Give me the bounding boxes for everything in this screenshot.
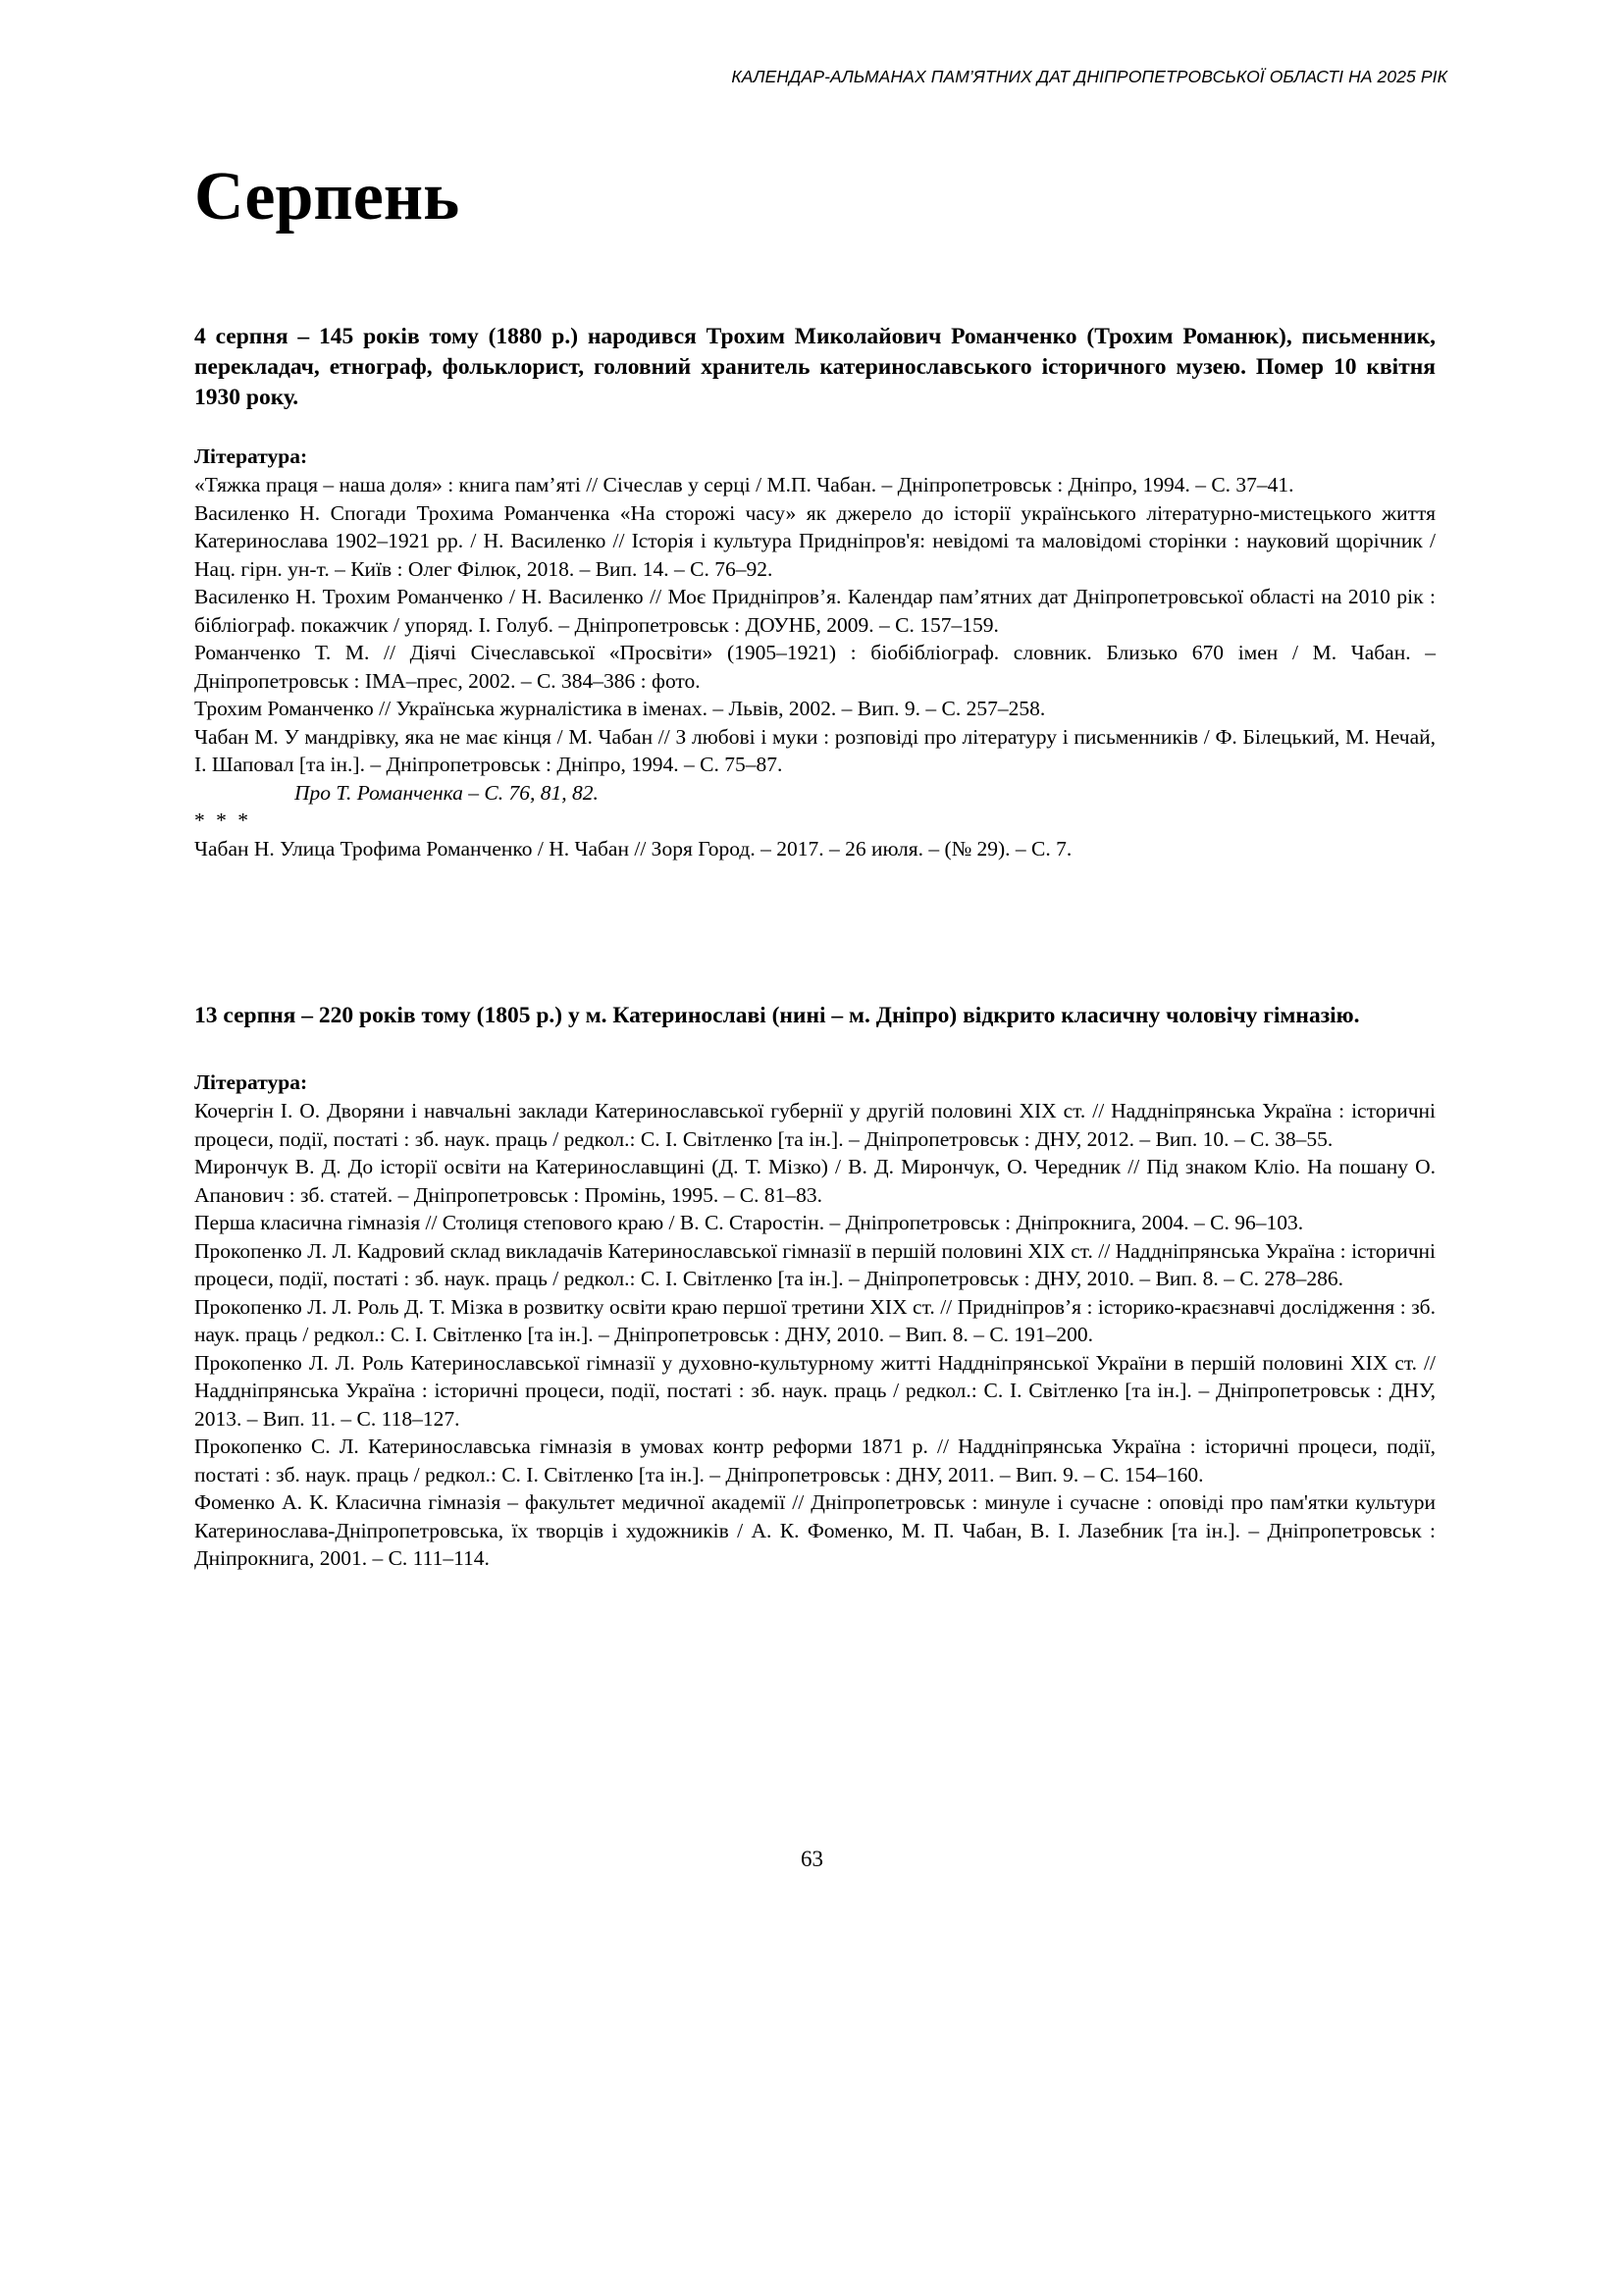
reference-item: «Тяжка праця – наша доля» : книга пам’яті // Січеслав у серці / М.П. Чабан. – Дніпропетровськ : Дніпро, 1994. – С. 37–41.: [194, 473, 1294, 496]
date-entry-1: [194, 322, 1436, 862]
reference-item: Романченко Т. М. // Діячі Січеславської «Просвіти» (1905–1921) : біобібліограф. словник. Близько 670 імен / М. Чабан. – Дніпропетровськ : ІМА–прес, 2002. – С. 384–386 : фото.: [194, 641, 1436, 693]
reference-item: Прокопенко С. Л. Катеринославська гімназія в умовах контр реформи 1871 р. // Наддніпрянська Україна : історичні процеси, події, постаті : зб. наук. праць / редкол.: С. І. Світленко [та ін.]. – Дніпропетровськ : ДНУ, 2011. – Вип. 9. – С. 154–160.: [194, 1434, 1436, 1487]
literature-label: Література:: [194, 444, 308, 468]
reference-note: Про Т. Романченка – С. 76, 81, 82.: [294, 780, 599, 805]
reference-item: Василенко Н. Спогади Трохима Романченка «На сторожі часу» як джерело до історії українського літературно-мистецького життя Катеринослава 1902–1921 рр. / Н. Василенко // Історія і культура Придніпров'я: невідомі та маловідомі сторінки : науковий щорічник / Нац. гірн. ун-т. – Київ : Олег Філюк, 2018. – Вип. 14. – С. 76–92.: [194, 500, 1436, 581]
entry-heading: 13 серпня – 220 років тому (1805 р.) у м. Катеринославі (нині – м. Дніпро) відкрито класичну чоловічу гімназію.: [194, 1003, 1360, 1028]
reference-item: Мирончук В. Д. До історії освіти на Катеринославщині (Д. Т. Мізко) / В. Д. Мирончук, О. Чередник // Під знаком Кліо. На пошану О. Апанович : зб. статей. – Дніпропетровськ : Промінь, 1995. – С. 81–83.: [194, 1155, 1436, 1207]
reference-item: Трохим Романченко // Українська журналістика в іменах. – Львів, 2002. – Вип. 9. – С. 257–258.: [194, 697, 1046, 720]
reference-item: Прокопенко Л. Л. Роль Катеринославської гімназії у духовно-культурному житті Наддніпрянської України в першій половині ХІХ ст. // Наддніпрянська Україна : історичні процеси, події, постаті : зб. наук. праць / редкол.: С. І. Світленко [та ін.]. – Дніпропетровськ : ДНУ, 2013. – Вип. 11. – С. 118–127.: [194, 1350, 1436, 1431]
running-header: КАЛЕНДАР-АЛЬМАНАХ ПАМ’ЯТНИХ ДАТ ДНІПРОПЕТРОВСЬКОЇ ОБЛАСТІ НА 2025 РІК: [731, 67, 1447, 86]
reference-item: Василенко Н. Трохим Романченко / Н. Василенко // Моє Придніпров’я. Календар пам’ятних дат Дніпропетровської області на 2010 рік : бібліограф. покажчик / упоряд. І. Голуб. – Дніпропетровськ : ДОУНБ, 2009. – С. 157–159.: [194, 585, 1436, 637]
reference-item: Фоменко А. К. Класична гімназія – факультет медичної академії // Дніпропетровськ : минуле і сучасне : оповіді про пам'ятки культури Катеринослава-Дніпропетровська, їх творців і художників / А. К. Фоменко, М. П. Чабан, В. І. Лазебник [та ін.]. – Дніпропетровськ : Дніпрокнига, 2001. – С. 111–114.: [194, 1490, 1436, 1570]
reference-item: Прокопенко Л. Л. Кадровий склад викладачів Катеринославської гімназії в першій половині ХІХ ст. // Наддніпрянська Україна : історичні процеси, події, постаті : зб. наук. праць / редкол.: С. І. Світленко [та ін.]. – Дніпропетровськ : ДНУ, 2010. – Вип. 8. – С. 278–286.: [194, 1238, 1436, 1290]
page-number: 63: [801, 1847, 823, 1871]
month-title: Серпень: [194, 159, 460, 235]
literature-label: Література:: [194, 1070, 308, 1094]
reference-item: Прокопенко Л. Л. Роль Д. Т. Мізка в розвитку освіти краю першої третини ХІХ ст. // Придніпров’я : історико-краєзнавчі дослідження : зб. наук. праць / редкол.: С. І. Світленко [та ін.]. – Дніпропетровськ : ДНУ, 2010. – Вип. 8. – С. 191–200.: [194, 1294, 1436, 1346]
section-separator: * * *: [194, 808, 251, 832]
entry-heading: 4 серпня – 145 років тому (1880 р.) народився Трохим Миколайович Романченко (Трохим Романюк), письменник, перекладач, етнограф, фольклорист, головний хранитель катеринославського історичного музею. Помер 10 квітня 1930 року.: [194, 324, 1436, 410]
reference-item: Чабан Н. Улица Трофима Романченко / Н. Чабан // Зоря Город. – 2017. – 26 июля. – (№ 29). – С. 7.: [194, 836, 1073, 861]
reference-item: Перша класична гімназія // Столиця степового краю / В. С. Старостін. – Дніпропетровськ : Дніпрокнига, 2004. – С. 96–103.: [194, 1211, 1304, 1234]
reference-item: Чабан М. У мандрівку, яка не має кінця / М. Чабан // З любові і муки : розповіді про літературу і письменників / Ф. Білецький, М. Нечай, І. Шаповал [та ін.]. – Дніпропетровськ : Дніпро, 1994. – С. 75–87.: [194, 724, 1436, 776]
reference-item: Кочергін І. О. Дворяни і навчальні заклади Катеринославської губернії у другій половині ХІХ ст. // Наддніпрянська Україна : історичні процеси, події, постаті : зб. наук. праць / редкол.: С. І. Світленко [та ін.]. – Дніпропетровськ : ДНУ, 2012. – Вип. 10. – С. 38–55.: [194, 1099, 1436, 1151]
date-entry-2: [194, 1001, 1436, 1573]
